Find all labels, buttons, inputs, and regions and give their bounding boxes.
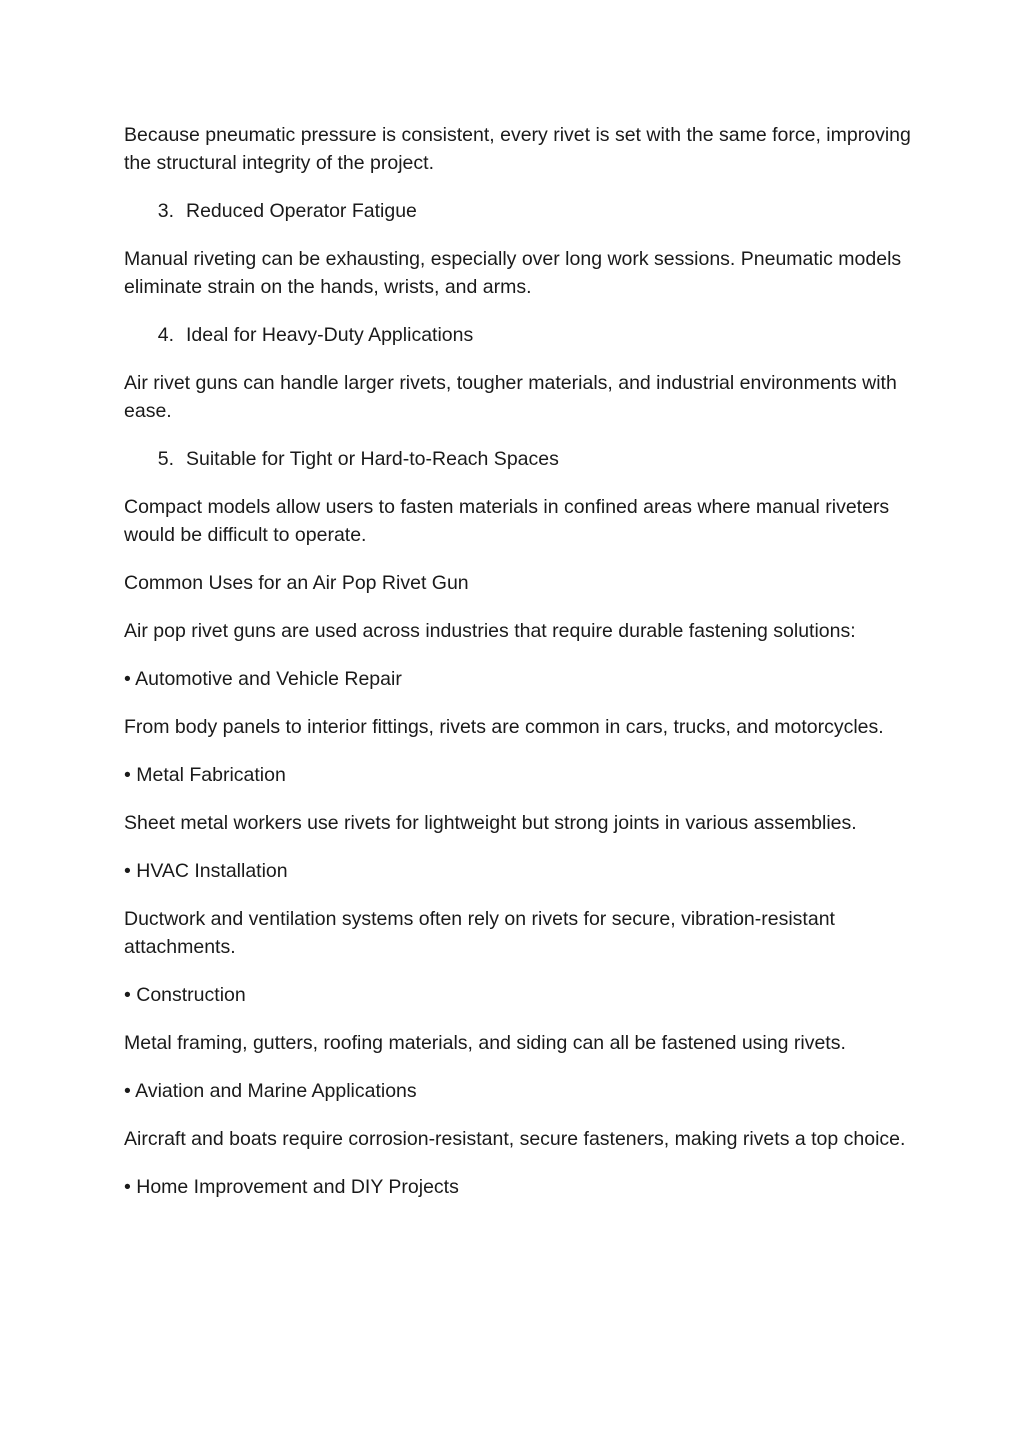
list-number: 5. — [157, 448, 174, 470]
paragraph-manual-riveting: Manual riveting can be exhausting, especially over long work sessions. Pneumatic models eliminate strain on the hands, wrists, and arms. — [124, 248, 902, 298]
list-number: 3. — [157, 200, 174, 222]
section-heading-common-uses: Common Uses for an Air Pop Rivet Gun — [124, 572, 469, 594]
bullet-hvac: • HVAC Installation — [124, 860, 288, 882]
list-text: Reduced Operator Fatigue — [186, 200, 417, 222]
bullet-automotive: • Automotive and Vehicle Repair — [124, 668, 402, 690]
bullet-metal-fabrication: • Metal Fabrication — [124, 764, 286, 786]
document-page — [124, 121, 914, 1221]
paragraph-compact-models: Compact models allow users to fasten materials in confined areas where manual riveters would be difficult to operate. — [124, 496, 890, 546]
list-text: Suitable for Tight or Hard-to-Reach Spaces — [186, 448, 559, 470]
paragraph-automotive: From body panels to interior fittings, rivets are common in cars, trucks, and motorcycles. — [124, 716, 884, 738]
list-item-heavy-duty — [124, 321, 914, 349]
bullet-aviation-marine: • Aviation and Marine Applications — [124, 1080, 417, 1102]
bullet-construction: • Construction — [124, 984, 246, 1006]
paragraph-hvac: Ductwork and ventilation systems often rely on rivets for secure, vibration-resistant attachments. — [124, 908, 835, 958]
list-number: 4. — [157, 324, 174, 346]
list-text: Ideal for Heavy-Duty Applications — [186, 324, 474, 346]
paragraph-larger-rivets: Air rivet guns can handle larger rivets, tougher materials, and industrial environments with ease. — [124, 372, 897, 422]
list-item-reduced-fatigue — [124, 197, 914, 225]
paragraph-industries-intro: Air pop rivet guns are used across industries that require durable fastening solutions: — [124, 620, 856, 642]
paragraph-consistent-force: Because pneumatic pressure is consistent, every rivet is set with the same force, improving the structural integrity of the project. — [124, 124, 911, 174]
list-item-tight-spaces — [124, 445, 914, 473]
paragraph-metal-fabrication: Sheet metal workers use rivets for lightweight but strong joints in various assemblies. — [124, 812, 857, 834]
paragraph-aviation-marine: Aircraft and boats require corrosion-resistant, secure fasteners, making rivets a top choice. — [124, 1128, 906, 1150]
bullet-home-improvement: • Home Improvement and DIY Projects — [124, 1176, 459, 1198]
paragraph-construction: Metal framing, gutters, roofing materials, and siding can all be fastened using rivets. — [124, 1032, 846, 1054]
